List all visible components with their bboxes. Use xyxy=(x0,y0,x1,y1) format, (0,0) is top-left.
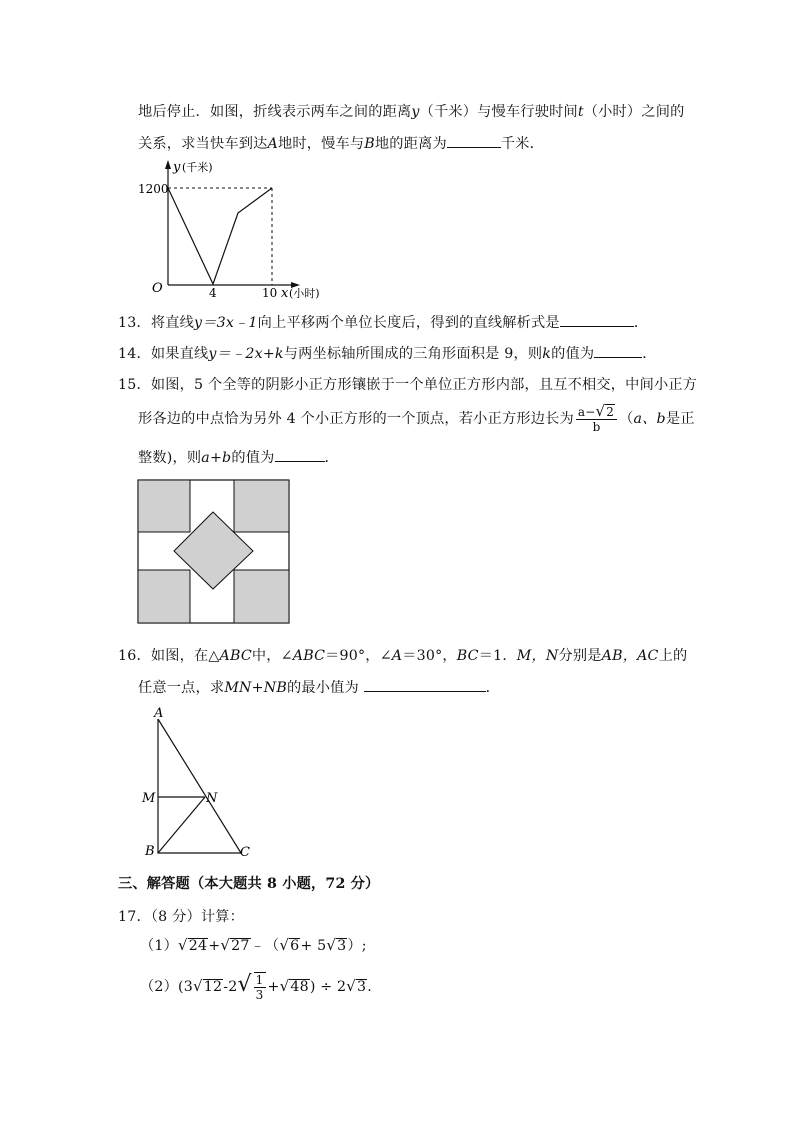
x-tick-10: 10 xyxy=(262,286,278,300)
x-tick-4: 4 xyxy=(209,286,217,300)
y-axis-label: y xyxy=(173,160,181,175)
q16-line1: 16．如图，在△ABC中，∠ABC＝90°，∠A＝30°，BC＝1．M，N分别是AB，AC上的 xyxy=(118,648,688,664)
side-length-fraction: $\frac{a-√2}{b}$ xyxy=(576,404,617,434)
label-a: A xyxy=(154,706,164,721)
label-n: N xyxy=(206,791,218,806)
shaded-square-bl xyxy=(138,570,190,623)
segment-nb xyxy=(158,797,205,853)
label-c: C xyxy=(240,845,250,860)
q14: 14．如果直线y＝﹣2x+k与两坐标轴所围成的三角形面积是 9，则k的值为 ． xyxy=(118,346,657,362)
squares-figure xyxy=(137,479,291,625)
distance-time-graph xyxy=(135,155,320,305)
answer-blank[interactable] xyxy=(364,679,486,692)
triangle-figure xyxy=(138,703,258,863)
distance-polyline xyxy=(168,188,272,284)
q16-line2: 任意一点，求MN+NB的最小值为 ． xyxy=(138,680,501,696)
q15-line3: 整数)，则a+b的值为 ． xyxy=(138,450,339,466)
section-3-title: 三、解答题（本大题共 8 小题，72 分） xyxy=(118,876,380,892)
q17-part1: （1）√24+√27﹣（√6+ 5√3）; xyxy=(140,936,367,954)
answer-blank[interactable] xyxy=(594,345,642,358)
q17-head: 17．（8 分）计算： xyxy=(118,909,245,925)
shaded-square-tl xyxy=(138,480,190,532)
label-m: M xyxy=(142,791,156,806)
origin-label: O xyxy=(152,281,163,296)
shaded-square-tr xyxy=(234,480,289,532)
q15-line2: 形各边的中点恰为另外 4 个小正方形的一个顶点，若小正方形边长为 $\frac{a-√2}{b}$ （a、b是正 xyxy=(138,402,695,434)
q17-part2: （2）(3√12-2√ $\frac{1}{3}$ +√48) ÷ 2√3. xyxy=(140,972,372,1002)
answer-blank[interactable] xyxy=(447,135,501,148)
y-axis-unit: (千米) xyxy=(182,161,213,174)
x-axis-label: x xyxy=(281,286,289,301)
answer-blank[interactable] xyxy=(275,449,325,462)
triangle-abc xyxy=(158,719,241,853)
y-tick-1200: 1200 xyxy=(138,182,169,196)
label-b: B xyxy=(145,844,155,859)
x-axis-unit: (小时) xyxy=(289,287,320,300)
q13: 13．将直线y＝3x﹣1向上平移两个单位长度后，得到的直线解析式是 ． xyxy=(118,315,649,331)
answer-blank[interactable] xyxy=(560,314,634,327)
q12-line2: 关系，求当快车到达A地时，慢车与B地的距离为 千米． xyxy=(138,136,545,152)
shaded-square-br xyxy=(234,570,289,623)
y-axis-arrow xyxy=(165,160,171,169)
q12-line1: 地后停止．如图，折线表示两车之间的距离y（千米）与慢车行驶时间t（小时）之间的 xyxy=(138,104,685,120)
q15-line1: 15．如图，5 个全等的阴影小正方形镶嵌于一个单位正方形内部，且互不相交，中间小正方 xyxy=(118,377,698,393)
